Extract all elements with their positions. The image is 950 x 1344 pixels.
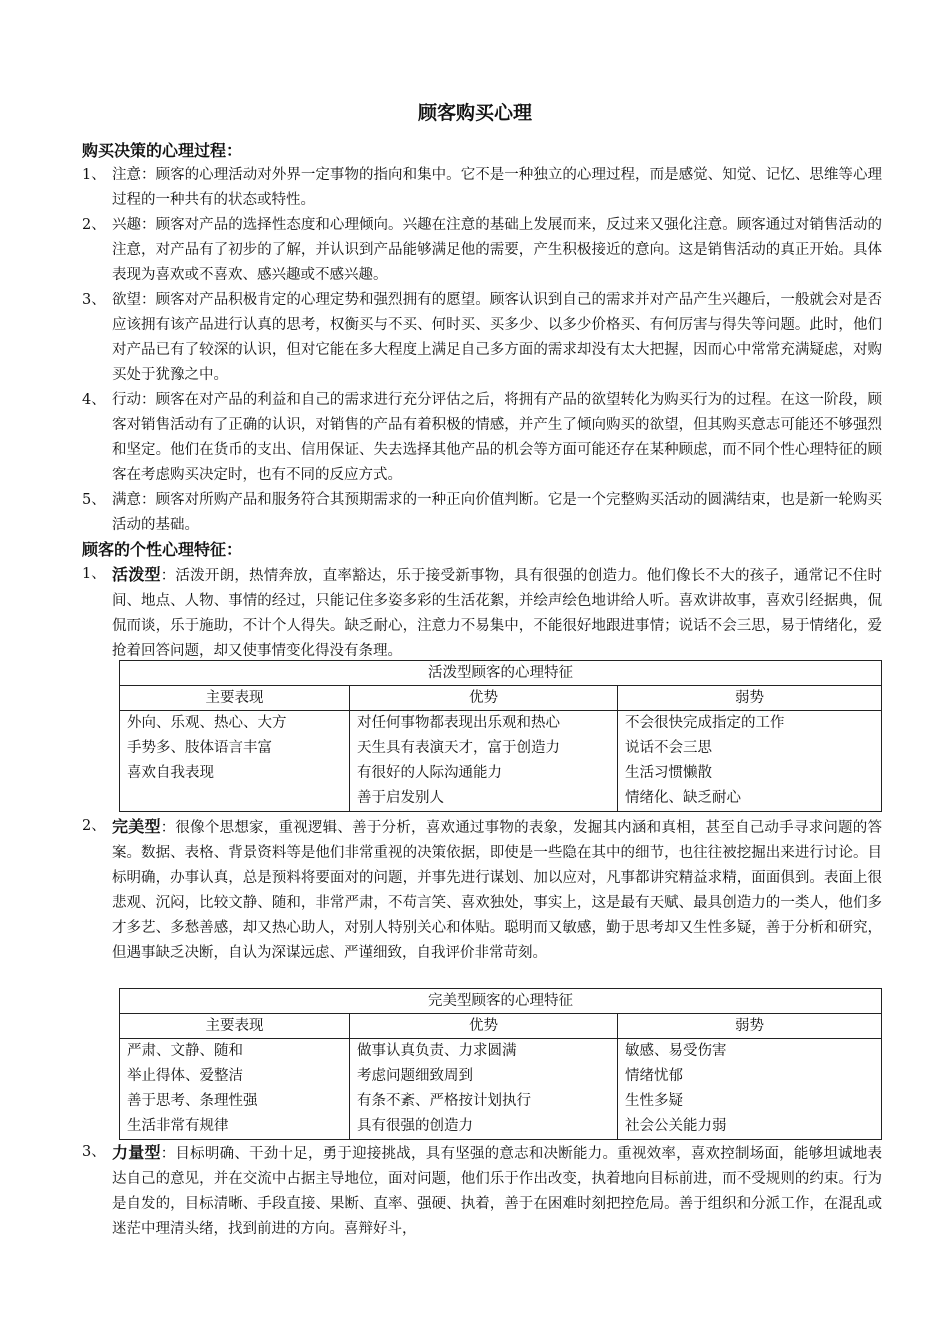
list-item — [82, 213, 882, 288]
cell-line: 考虑问题细致周到 — [357, 1068, 473, 1084]
cell-line: 做事认真负责、力求圆满 — [357, 1043, 517, 1059]
lively-traits-table — [119, 660, 882, 812]
list-item — [82, 388, 882, 488]
item-number: 1、 — [82, 566, 106, 582]
type-description: ：很像个思想家，重视逻辑、善于分析，喜欢通过事物的表象，发掘其内涵和真相，甚至自己动手寻求问题的答案。数据、表格、背景资料等是他们非常重视的决策依据，即使是一些隐在其中的细节，也往往被挖掘出来进行讨论。目标明确，办事认真，总是预料将要面对的问题，并事先进行谋划、加以应对，凡事都讲究精益求精，面面俱到。表面上很悲观、沉闷，比较文静、随和，非常严肃，不苟言笑、喜欢独处，事实上，这是最有天赋、最具创造力的一类人，他们多才多艺、多愁善感，却又热心助人，对别人特别关心和体贴。聪明而又敏感，勤于思考却又生性多疑，善于分析和研究，但遇事缺乏决断，自认为深谋远虑、严谨细致，自我评价非常苛刻。 — [112, 820, 882, 961]
table-header: 优势 — [350, 1014, 618, 1039]
item-text: 注意：顾客的心理活动对外界一定事物的指向和集中。它不是一种独立的心理过程，而是感觉、知觉、记忆、思维等心理过程的一种共有的状态或特性。 — [112, 167, 882, 208]
cell-line: 善于思考、条理性强 — [127, 1093, 258, 1109]
list-item — [82, 288, 882, 388]
type-description: ：目标明确、干劲十足，勇于迎接挑战，具有坚强的意志和决断能力。重视效率，喜欢控制场面，能够坦诚地表达自己的意见，并在交流中占据主导地位，面对问题，他们乐于作出改变，执着地向目标前进，而不受规则的约束。行为是自发的，目标清晰、手段直接、果断、直率、强硬、执着，善于在困难时刻把控危局。善于组织和分派工作，在混乱或迷茫中理清头绪，找到前进的方向。喜辩好斗， — [112, 1146, 882, 1237]
cell-line: 生活习惯懒散 — [625, 765, 712, 781]
cell-line: 有很好的人际沟通能力 — [357, 765, 502, 781]
item-number: 2、 — [82, 818, 106, 834]
cell-line: 社会公关能力弱 — [625, 1118, 727, 1134]
cell-line: 手势多、肢体语言丰富 — [127, 740, 272, 756]
table-cell-expressions — [120, 1039, 350, 1140]
list-item — [82, 163, 882, 213]
item-number: 4、 — [82, 392, 106, 408]
item-number: 3、 — [82, 292, 106, 308]
type-keyword: 活泼型 — [112, 565, 161, 584]
table-header: 优势 — [350, 686, 618, 711]
item-number: 3、 — [82, 1144, 106, 1160]
table-header: 主要表现 — [120, 1014, 350, 1039]
cell-line: 生性多疑 — [625, 1093, 683, 1109]
personality-type-power — [82, 1140, 882, 1242]
table-cell-expressions — [120, 711, 350, 812]
type-keyword: 力量型 — [112, 1143, 161, 1162]
item-number: 1、 — [82, 167, 106, 183]
cell-line: 对任何事物都表现出乐观和热心 — [357, 715, 560, 731]
table-caption: 活泼型顾客的心理特征 — [120, 661, 882, 686]
cell-line: 善于启发别人 — [357, 790, 444, 806]
cell-line: 天生具有表演天才，富于创造力 — [357, 740, 560, 756]
cell-line: 不会很快完成指定的工作 — [625, 715, 785, 731]
type-keyword: 完美型 — [112, 817, 161, 836]
list-item — [82, 488, 882, 538]
item-number: 2、 — [82, 217, 106, 233]
cell-line: 生活非常有规律 — [127, 1118, 229, 1134]
table-cell-strengths — [350, 1039, 618, 1140]
section-heading-personality: 顾客的个性心理特征： — [82, 540, 243, 559]
cell-line: 有条不紊、严格按计划执行 — [357, 1093, 531, 1109]
perfect-traits-table — [119, 988, 882, 1140]
item-text: 满意：顾客对所购产品和服务符合其预期需求的一种正向价值判断。它是一个完整购买活动的圆满结束，也是新一轮购买活动的基础。 — [112, 492, 882, 533]
table-cell-weaknesses — [618, 1039, 882, 1140]
table-header: 弱势 — [618, 1014, 882, 1039]
section-heading-purchase-process: 购买决策的心理过程： — [82, 141, 243, 160]
item-text: 行动：顾客在对产品的利益和自己的需求进行充分评估之后，将拥有产品的欲望转化为购买行为的过程。在这一阶段，顾客对销售活动有了正确的认识，对销售的产品有着积极的情感，并产生了倾向购买的欲望，但其购买意志可能还不够强烈和坚定。他们在货币的支出、信用保证、失去选择其他产品的机会等方面可能还存在某种顾虑，而不同个性心理特征的顾客在考虑购买决定时，也有不同的反应方式。 — [112, 392, 882, 483]
cell-line: 敏感、易受伤害 — [625, 1043, 727, 1059]
cell-line: 严肃、文静、随和 — [127, 1043, 243, 1059]
cell-line: 说话不会三思 — [625, 740, 712, 756]
type-description: ：活泼开朗，热情奔放，直率豁达，乐于接受新事物，具有很强的创造力。他们像长不大的孩子，通常记不住时间、地点、人物、事情的经过，只能记住多姿多彩的生活花絮，并绘声绘色地讲给人听。喜欢讲故事，喜欢引经据典，侃侃而谈，乐于施助，不计个人得失。缺乏耐心，注意力不易集中，不能很好地跟进事情；说话不会三思，易于情绪化，爱抢着回答问题，却又使事情变化得没有条理。 — [112, 568, 882, 659]
table-cell-weaknesses — [618, 711, 882, 812]
table-header: 弱势 — [618, 686, 882, 711]
cell-line: 举止得体、爱整洁 — [127, 1068, 243, 1084]
item-text: 欲望：顾客对产品积极肯定的心理定势和强烈拥有的愿望。顾客认识到自己的需求并对产品产生兴趣后，一般就会对是否应该拥有该产品进行认真的思考，权衡买与不买、何时买、买多少、以多少价格买、有何厉害与得失等问题。此时，他们对产品已有了较深的认识，但对它能在多大程度上满足自己多方面的需求却没有太大把握，因而心中常常充满疑虑，对购买处于犹豫之中。 — [112, 292, 882, 383]
table-cell-strengths — [350, 711, 618, 812]
personality-type-lively — [82, 562, 882, 664]
document-title: 顾客购买心理 — [417, 102, 532, 124]
cell-line: 外向、乐观、热心、大方 — [127, 715, 287, 731]
cell-line: 具有很强的创造力 — [357, 1118, 473, 1134]
cell-line: 情绪化、缺乏耐心 — [625, 790, 741, 806]
cell-line: 情绪忧郁 — [625, 1068, 683, 1084]
item-text: 兴趣：顾客对产品的选择性态度和心理倾向。兴趣在注意的基础上发展而来，反过来又强化注意。顾客通过对销售活动的注意，对产品有了初步的了解，并认识到产品能够满足他的需要，产生积极接近的意向。这是销售活动的真正开始。具体表现为喜欢或不喜欢、感兴趣或不感兴趣。 — [112, 217, 882, 283]
cell-line: 喜欢自我表现 — [127, 765, 214, 781]
personality-type-perfect — [82, 814, 882, 966]
table-header: 主要表现 — [120, 686, 350, 711]
item-number: 5、 — [82, 492, 106, 508]
table-caption: 完美型顾客的心理特征 — [120, 989, 882, 1014]
